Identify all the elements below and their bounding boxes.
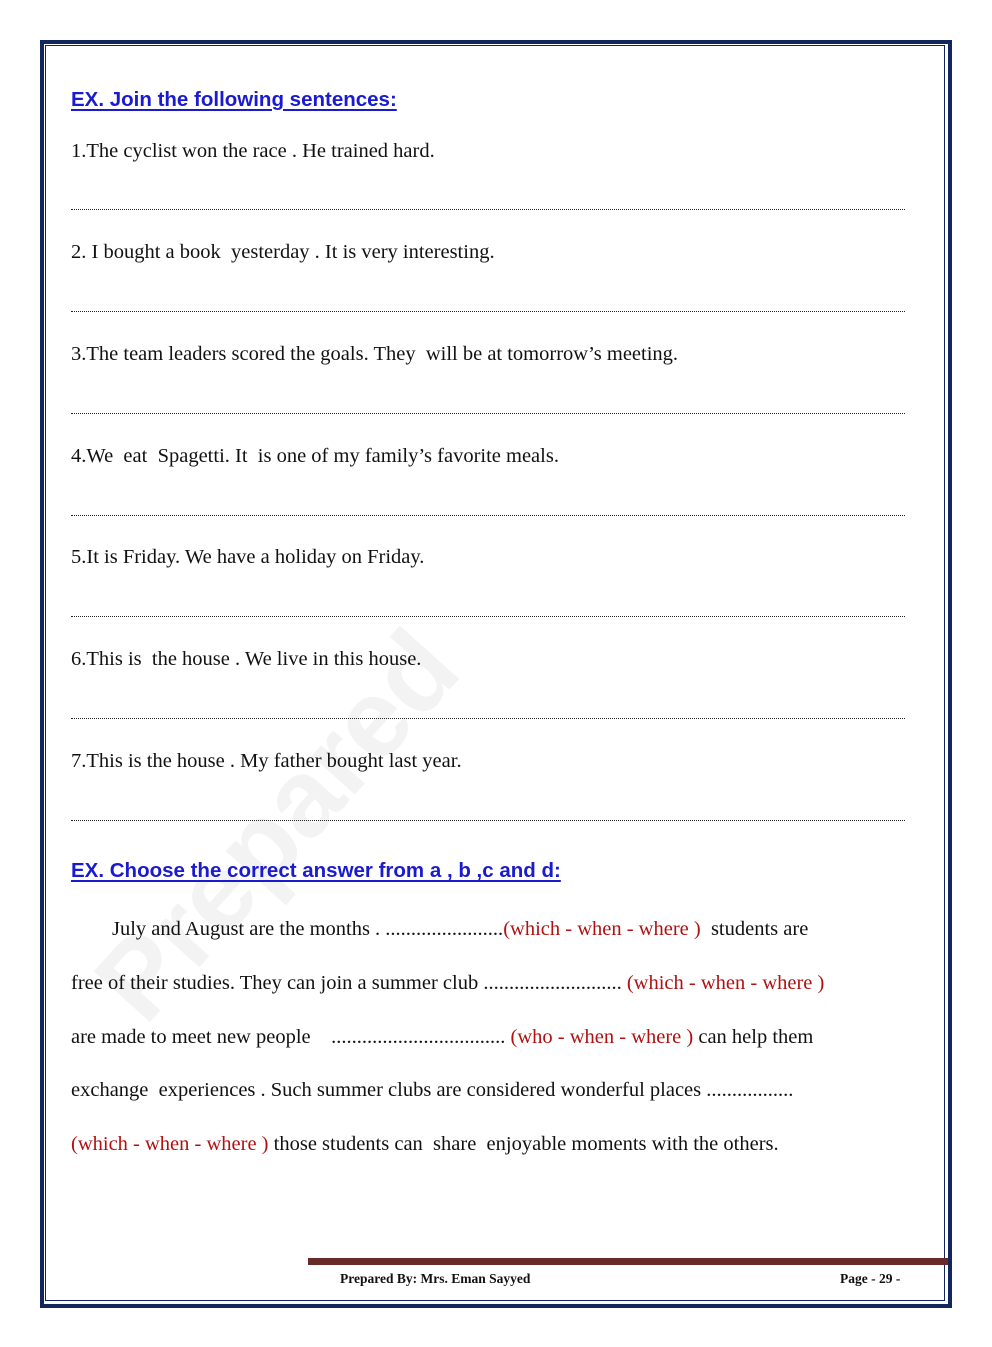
- paragraph-line-1: [71, 917, 808, 941]
- exercise-1-heading: EX. Join the following sentences:: [71, 88, 397, 111]
- footer-author: Prepared By: Mrs. Eman Sayyed: [340, 1271, 531, 1286]
- footer-page-number: Page - 29 -: [840, 1271, 901, 1286]
- paragraph-line-3: [71, 1025, 813, 1049]
- line-text: are made to meet new people ..................................: [71, 1026, 511, 1048]
- answer-line-5[interactable]: [71, 613, 905, 617]
- page-border-inner: [45, 45, 945, 1301]
- sentence-4: 4.We eat Spagetti. It is one of my family’s favorite meals.: [71, 445, 559, 467]
- sentence-6: 6.This is the house . We live in this house.: [71, 648, 422, 670]
- line-text: exchange experiences . Such summer clubs are considered wonderful places .................: [71, 1079, 794, 1101]
- paragraph-line-4: [71, 1078, 793, 1102]
- sentence-7: 7.This is the house . My father bought last year.: [71, 750, 462, 772]
- sentence-5: 5.It is Friday. We have a holiday on Friday.: [71, 546, 425, 568]
- paragraph-line-2: [71, 971, 824, 995]
- answer-line-2[interactable]: [71, 308, 905, 312]
- answer-line-1[interactable]: [71, 206, 905, 210]
- sentence-3: 3.The team leaders scored the goals. They will be at tomorrow’s meeting.: [71, 343, 679, 365]
- choice-options[interactable]: (which - when - where ): [503, 918, 701, 940]
- answer-line-3[interactable]: [71, 410, 905, 414]
- answer-line-6[interactable]: [71, 715, 905, 719]
- sentence-1: 1.The cyclist won the race . He trained hard.: [71, 140, 435, 162]
- sentence-2: 2. I bought a book yesterday . It is very interesting.: [71, 241, 495, 263]
- line-text: those students can share enjoyable moments with the others.: [268, 1133, 779, 1155]
- answer-line-7[interactable]: [71, 817, 905, 821]
- footer-bar: [308, 1258, 948, 1265]
- line-text: can help them: [693, 1026, 814, 1048]
- line-text: free of their studies. They can join a summer club ...........................: [71, 972, 627, 994]
- choice-options[interactable]: (which - when - where ): [626, 972, 825, 994]
- exercise-2-heading: EX. Choose the correct answer from a , b ,c and d:: [71, 859, 561, 882]
- answer-line-4[interactable]: [71, 512, 905, 516]
- line-text: July and August are the months . .......................: [71, 918, 504, 940]
- paragraph-line-5: [71, 1132, 779, 1156]
- choice-options[interactable]: (who - when - where ): [510, 1026, 694, 1048]
- choice-options[interactable]: (which - when - where ): [71, 1133, 269, 1155]
- line-text: students are: [700, 918, 809, 940]
